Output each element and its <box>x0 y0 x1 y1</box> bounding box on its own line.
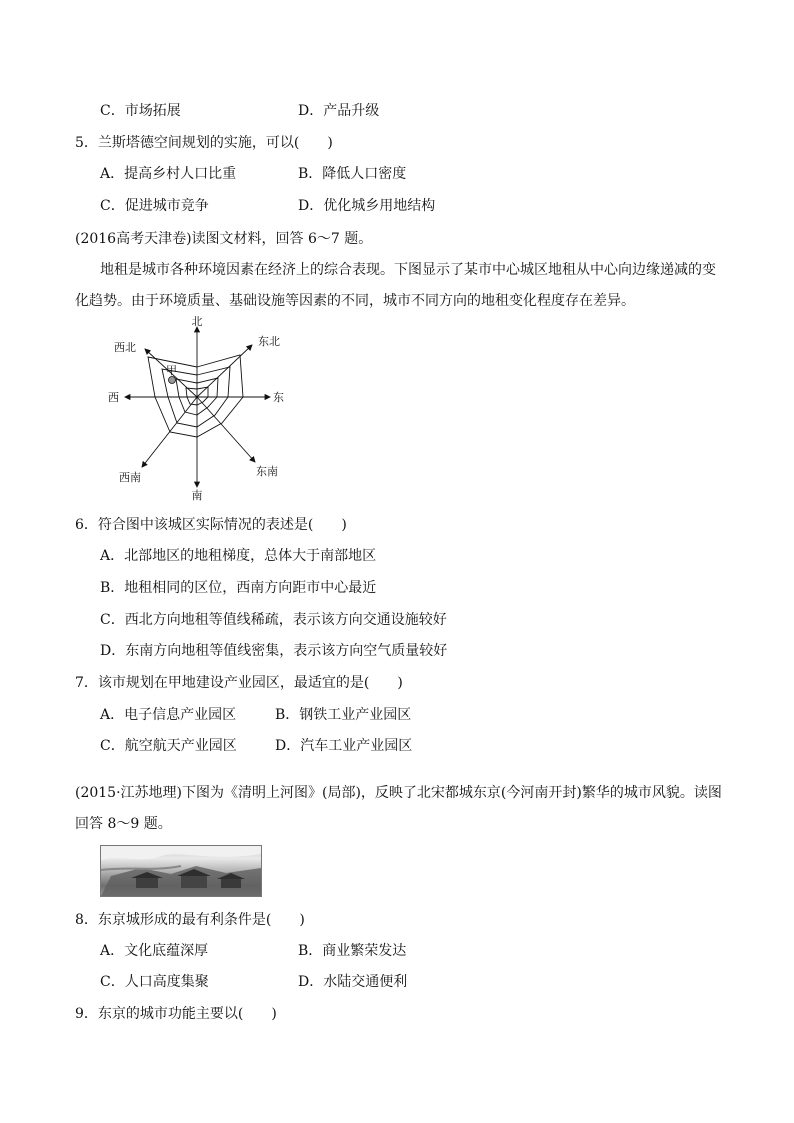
q8-option-c: C．人口高度集聚 <box>100 974 209 990</box>
label-west: 西 <box>108 391 119 404</box>
q6-stem: 6．符合图中该城区实际情况的表述是( ) <box>75 517 347 533</box>
axis-southeast <box>197 397 255 462</box>
q7-option-c: C．航空航天产业园区 <box>100 738 237 754</box>
label-east: 东 <box>273 391 284 404</box>
q6-option-c: C．西北方向地租等值线稀疏，表示该方向交通设施较好 <box>100 612 447 628</box>
material-paragraph: 地租是城市各种环境因素在经济上的综合表现。下图显示了某市中心城区地租从中心向边缘递减的变化趋势。由于环境质量、基础设施等因素的不同，城市不同方向的地租变化程度存在差异。 <box>75 262 716 309</box>
q7-option-a: A．电子信息产业园区 <box>100 707 237 723</box>
q5-option-c: C．促进城市竞争 <box>100 198 209 214</box>
q5-option-a: A．提高乡村人口比重 <box>100 166 237 182</box>
q6-option-b: B．地租相同的区位，西南方向距市中心最近 <box>100 580 377 596</box>
q8-option-b: B．商业繁荣发达 <box>298 943 407 959</box>
point-jia <box>169 377 176 384</box>
q5-option-d: D．优化城乡用地结构 <box>298 198 436 214</box>
axis-southwest <box>142 397 197 467</box>
intro-6-7: (2016高考天津卷)读图文材料，回答 6～7 题。 <box>75 231 373 247</box>
q7-option-b: B．钢铁工业产业园区 <box>275 707 412 723</box>
q6-option-a: A．北部地区的地租梯度，总体大于南部地区 <box>100 548 377 564</box>
q5-stem: 5．兰斯塔德空间规划的实施，可以( ) <box>75 135 333 151</box>
label-northwest: 西北 <box>114 341 136 354</box>
q9-stem: 9．东京的城市功能主要以( ) <box>75 1006 277 1022</box>
rent-gradient-diagram <box>100 315 300 505</box>
q8-option-d: D．水陆交通便利 <box>298 974 408 990</box>
q7-option-d: D．汽车工业产业园区 <box>275 738 413 754</box>
label-north: 北 <box>191 315 203 328</box>
intro-8-9: (2015·江苏地理)下图为《清明上河图》(局部)，反映了北宋都城东京(今河南开封)繁华的城市风貌。读图回答 8～9 题。 <box>75 785 722 832</box>
q4-option-c: C．市场拓展 <box>100 103 181 119</box>
label-southeast: 东南 <box>256 465 278 478</box>
q6-option-d: D．东南方向地租等值线密集，表示该方向空气质量较好 <box>100 643 448 659</box>
label-south: 南 <box>191 489 203 502</box>
qingming-painting-image <box>100 845 262 897</box>
q5-option-b: B．降低人口密度 <box>298 166 407 182</box>
q4-option-d: D．产品升级 <box>298 103 380 119</box>
label-jia: 甲 <box>166 364 177 377</box>
label-northeast: 东北 <box>258 335 280 348</box>
q7-stem: 7．该市规划在甲地建设产业园区，最适宜的是( ) <box>75 675 403 691</box>
q8-option-a: A．文化底蕴深厚 <box>100 943 209 959</box>
label-southwest: 西南 <box>119 471 141 484</box>
axis-northeast <box>197 345 252 397</box>
q8-stem: 8．东京城形成的最有利条件是( ) <box>75 912 305 928</box>
